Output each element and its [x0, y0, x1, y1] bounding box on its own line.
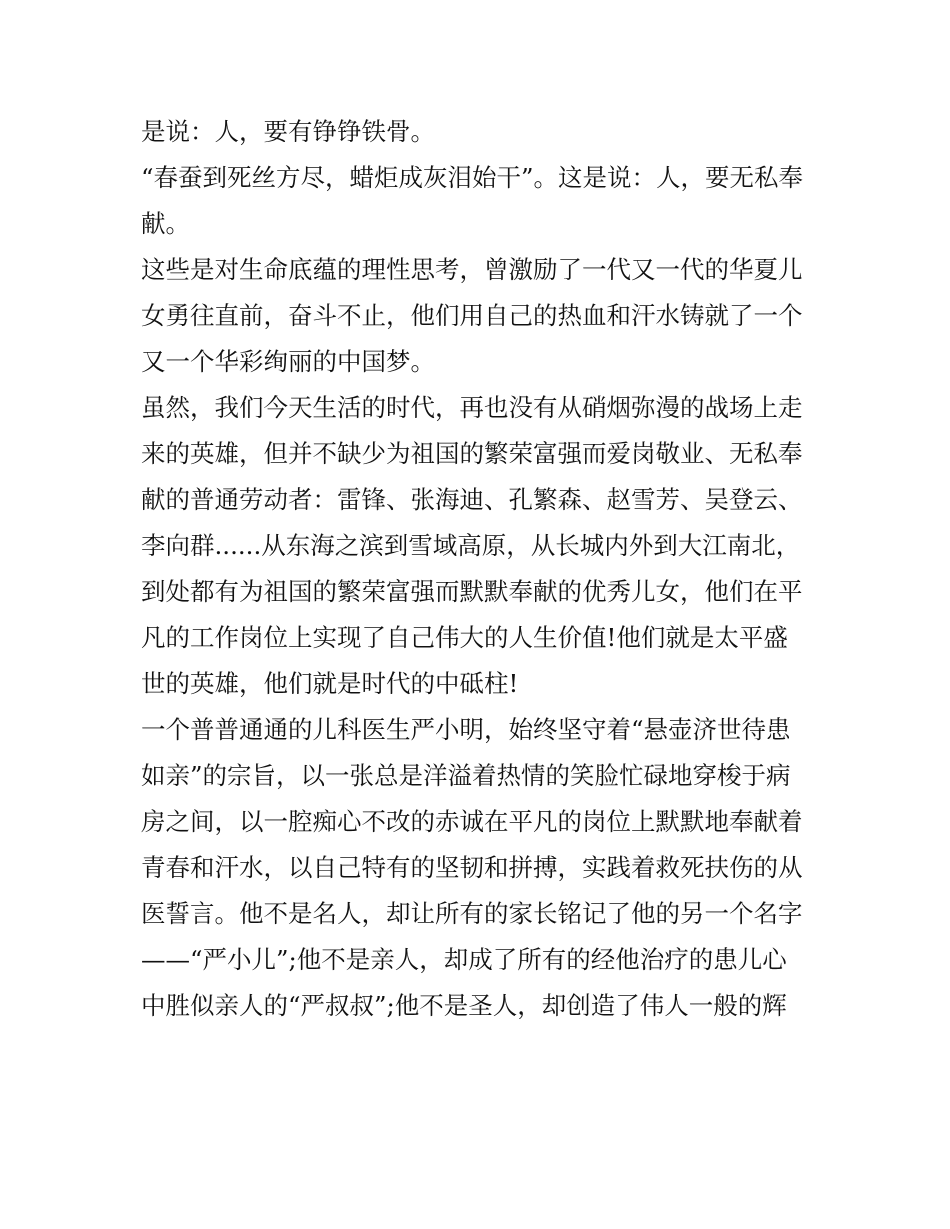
text-line: ——“严小儿”;他不是亲人，却成了所有的经他治疗的患儿心	[141, 945, 787, 974]
text-line: 女勇往直前，奋斗不止，他们用自己的热血和汗水铸就了一个	[141, 301, 803, 330]
text-line: 到处都有为祖国的繁荣富强而默默奉献的优秀儿女，他们在平	[141, 577, 803, 606]
text-line: 这些是对生命底蕴的理性思考，曾激励了一代又一代的华夏儿	[141, 255, 803, 284]
document-body	[141, 109, 821, 1029]
text-line: 献。	[141, 209, 190, 238]
text-line: 医誓言。他不是名人，却让所有的家长铭记了他的另一个名字	[141, 899, 803, 928]
text-line: 李向群......从东海之滨到雪域高原，从长城内外到大江南北，	[141, 531, 801, 560]
text-line: 房之间，以一腔痴心不改的赤诚在平凡的岗位上默默地奉献着	[141, 807, 803, 836]
text-line: 是说：人，要有铮铮铁骨。	[141, 117, 435, 146]
text-line: 献的普通劳动者：雷锋、张海迪、孔繁森、赵雪芳、吴登云、	[141, 485, 803, 514]
text-line: 如亲”的宗旨，以一张总是洋溢着热情的笑脸忙碌地穿梭于病	[141, 761, 791, 790]
text-line: 中胜似亲人的“严叔叔”;他不是圣人，却创造了伟人一般的辉	[141, 991, 787, 1020]
text-line: 青春和汗水，以自己特有的坚韧和拼搏，实践着救死扶伤的从	[141, 853, 803, 882]
text-line: 又一个华彩绚丽的中国梦。	[141, 347, 435, 376]
text-line: 一个普普通通的儿科医生严小明，始终坚守着“悬壶济世待患	[141, 715, 791, 744]
text-line: “春蚕到死丝方尽，蜡炬成灰泪始干”。这是说：人，要无私奉	[141, 163, 804, 192]
text-line: 凡的工作岗位上实现了自己伟大的人生价值!他们就是太平盛	[141, 623, 788, 652]
text-line: 虽然，我们今天生活的时代，再也没有从硝烟弥漫的战场上走	[141, 393, 803, 422]
text-line: 来的英雄，但并不缺少为祖国的繁荣富强而爱岗敬业、无私奉	[141, 439, 803, 468]
text-line: 世的英雄，他们就是时代的中砥柱!	[141, 669, 519, 698]
